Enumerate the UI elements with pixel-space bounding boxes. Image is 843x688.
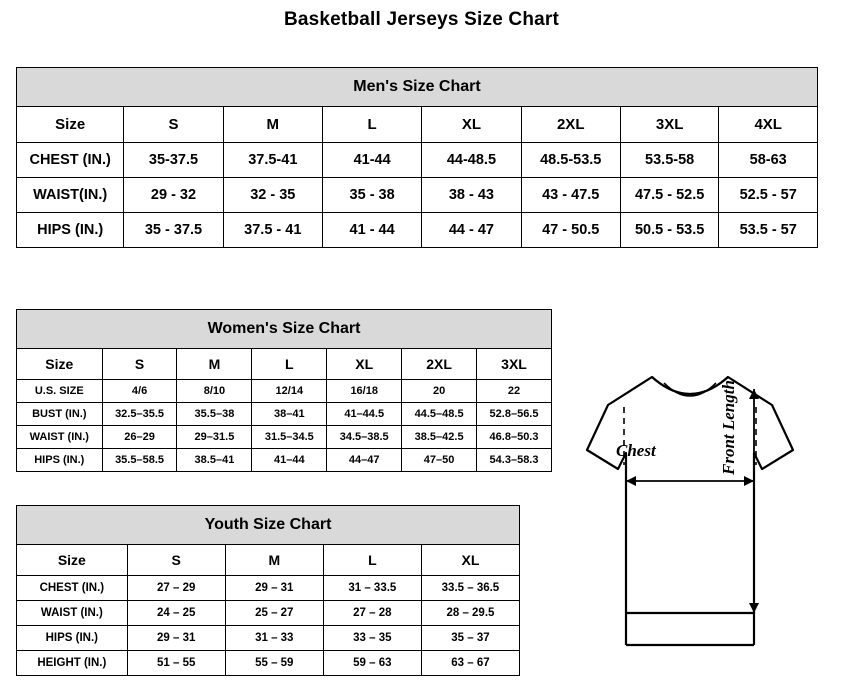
mens-cell: 43 - 47.5 [521, 178, 620, 213]
youth-column-header-size: Size [17, 545, 128, 576]
mens-column-header-3xl: 3XL [620, 107, 719, 143]
womens-cell: 47–50 [402, 449, 477, 472]
womens-cell: 29–31.5 [177, 426, 252, 449]
youth-cell: 28 – 29.5 [421, 601, 519, 626]
womens-row-label: U.S. SIZE [17, 380, 103, 403]
youth-row-label: HIPS (IN.) [17, 626, 128, 651]
womens-cell: 20 [402, 380, 477, 403]
womens-column-header-xl: XL [327, 349, 402, 380]
mens-cell: 35 - 38 [322, 178, 421, 213]
mens-cell: 47.5 - 52.5 [620, 178, 719, 213]
table-row [17, 213, 818, 248]
womens-column-header-size: Size [17, 349, 103, 380]
mens-chart-caption-row [17, 68, 818, 107]
youth-cell: 33.5 – 36.5 [421, 576, 519, 601]
womens-cell: 12/14 [252, 380, 327, 403]
womens-cell: 32.5–35.5 [102, 403, 177, 426]
page-title: Basketball Jerseys Size Chart [283, 9, 560, 30]
womens-cell: 34.5–38.5 [327, 426, 402, 449]
mens-cell: 50.5 - 53.5 [620, 213, 719, 248]
youth-cell: 31 – 33 [225, 626, 323, 651]
womens-cell: 46.8–50.3 [477, 426, 552, 449]
mens-cell: 52.5 - 57 [719, 178, 818, 213]
womens-cell: 35.5–58.5 [102, 449, 177, 472]
mens-cell: 47 - 50.5 [521, 213, 620, 248]
womens-cell: 44.5–48.5 [402, 403, 477, 426]
front-length-measure-label: Front Length [719, 380, 738, 475]
table-row [17, 380, 552, 403]
table-row [17, 576, 520, 601]
mens-chart-body [17, 68, 818, 248]
womens-cell: 54.3–58.3 [477, 449, 552, 472]
womens-cell: 44–47 [327, 449, 402, 472]
table-row [17, 626, 520, 651]
mens-cell: 29 - 32 [124, 178, 223, 213]
youth-cell: 24 – 25 [127, 601, 225, 626]
youth-cell: 59 – 63 [323, 651, 421, 676]
womens-row-label: HIPS (IN.) [17, 449, 103, 472]
mens-cell: 53.5-58 [620, 143, 719, 178]
youth-cell: 51 – 55 [127, 651, 225, 676]
youth-chart-caption-row [17, 506, 520, 545]
mens-cell: 35 - 37.5 [124, 213, 223, 248]
mens-cell: 44-48.5 [422, 143, 521, 178]
youth-cell: 29 – 31 [225, 576, 323, 601]
womens-cell: 41–44 [252, 449, 327, 472]
youth-cell: 55 – 59 [225, 651, 323, 676]
mens-cell: 41-44 [322, 143, 421, 178]
mens-column-header-2xl: 2XL [521, 107, 620, 143]
mens-column-header-size: Size [17, 107, 124, 143]
mens-chart-header-row [17, 107, 818, 143]
youth-chart-body [17, 506, 520, 676]
mens-column-header-4xl: 4XL [719, 107, 818, 143]
womens-cell: 16/18 [327, 380, 402, 403]
womens-chart-body [17, 310, 552, 472]
womens-column-header-s: S [102, 349, 177, 380]
womens-chart-caption-row [17, 310, 552, 349]
mens-cell: 58-63 [719, 143, 818, 178]
womens-cell: 38.5–42.5 [402, 426, 477, 449]
mens-cell: 38 - 43 [422, 178, 521, 213]
jersey-measurement-diagram [540, 345, 840, 675]
jersey-shirt-icon [540, 345, 840, 675]
mens-cell: 41 - 44 [322, 213, 421, 248]
mens-cell: 35-37.5 [124, 143, 223, 178]
womens-cell: 41–44.5 [327, 403, 402, 426]
mens-row-label: CHEST (IN.) [17, 143, 124, 178]
womens-cell: 38.5–41 [177, 449, 252, 472]
youth-cell: 27 – 28 [323, 601, 421, 626]
womens-chart-header-row [17, 349, 552, 380]
womens-cell: 35.5–38 [177, 403, 252, 426]
table-row [17, 601, 520, 626]
mens-cell: 32 - 35 [223, 178, 322, 213]
youth-chart-caption: Youth Size Chart [17, 506, 520, 545]
mens-column-header-s: S [124, 107, 223, 143]
youth-column-header-m: M [225, 545, 323, 576]
womens-row-label: WAIST (IN.) [17, 426, 103, 449]
mens-size-chart-table [16, 67, 818, 248]
womens-cell: 8/10 [177, 380, 252, 403]
youth-chart-header-row [17, 545, 520, 576]
mens-column-header-xl: XL [422, 107, 521, 143]
youth-row-label: CHEST (IN.) [17, 576, 128, 601]
table-row [17, 178, 818, 213]
table-row [17, 449, 552, 472]
youth-row-label: WAIST (IN.) [17, 601, 128, 626]
mens-column-header-m: M [223, 107, 322, 143]
womens-row-label: BUST (IN.) [17, 403, 103, 426]
womens-cell: 31.5–34.5 [252, 426, 327, 449]
table-row [17, 403, 552, 426]
table-row [17, 426, 552, 449]
youth-cell: 63 – 67 [421, 651, 519, 676]
womens-column-header-3xl: 3XL [477, 349, 552, 380]
womens-column-header-2xl: 2XL [402, 349, 477, 380]
womens-size-chart-table [16, 309, 552, 472]
youth-row-label: HEIGHT (IN.) [17, 651, 128, 676]
youth-cell: 33 – 35 [323, 626, 421, 651]
mens-cell: 44 - 47 [422, 213, 521, 248]
mens-row-label: HIPS (IN.) [17, 213, 124, 248]
womens-cell: 26–29 [102, 426, 177, 449]
table-row [17, 143, 818, 178]
mens-cell: 48.5-53.5 [521, 143, 620, 178]
womens-chart-caption: Women's Size Chart [17, 310, 552, 349]
youth-cell: 27 – 29 [127, 576, 225, 601]
mens-chart-caption: Men's Size Chart [17, 68, 818, 107]
mens-cell: 53.5 - 57 [719, 213, 818, 248]
chest-measure-label: Chest [616, 441, 656, 460]
womens-cell: 22 [477, 380, 552, 403]
table-row [17, 651, 520, 676]
youth-size-chart-table [16, 505, 520, 676]
youth-cell: 29 – 31 [127, 626, 225, 651]
youth-column-header-s: S [127, 545, 225, 576]
womens-column-header-l: L [252, 349, 327, 380]
womens-cell: 38–41 [252, 403, 327, 426]
youth-cell: 35 – 37 [421, 626, 519, 651]
mens-cell: 37.5-41 [223, 143, 322, 178]
youth-cell: 25 – 27 [225, 601, 323, 626]
youth-column-header-l: L [323, 545, 421, 576]
mens-cell: 37.5 - 41 [223, 213, 322, 248]
youth-column-header-xl: XL [421, 545, 519, 576]
mens-row-label: WAIST(IN.) [17, 178, 124, 213]
youth-cell: 31 – 33.5 [323, 576, 421, 601]
mens-column-header-l: L [322, 107, 421, 143]
womens-cell: 4/6 [102, 380, 177, 403]
womens-cell: 52.8–56.5 [477, 403, 552, 426]
womens-column-header-m: M [177, 349, 252, 380]
